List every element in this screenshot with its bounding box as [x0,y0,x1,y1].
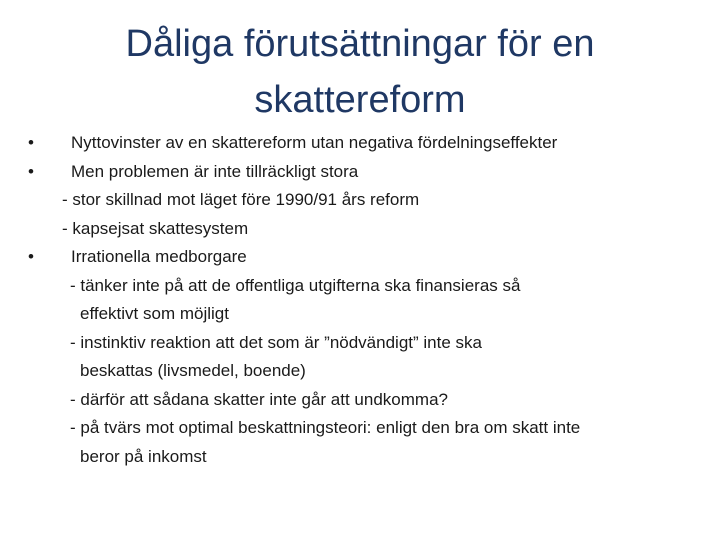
sub-item [28,329,688,358]
sub-item-continuation-text: beskattas (livsmedel, boende) [80,361,306,380]
slide-body [28,129,688,471]
sub-item-text: - på tvärs mot optimal beskattningsteori: enligt den bra om skatt inte [70,418,581,437]
bullet-text: Nyttovinster av en skattereform utan negativa fördelningseffekter [71,133,558,152]
sub-item-continuation [28,443,688,472]
sub-item-text: - därför att sådana skatter inte går att undkomma? [70,389,448,409]
sub-item-continuation [28,357,688,386]
sub-item-continuation [28,300,688,329]
sub-item [28,186,688,215]
bullet-item [28,243,688,272]
sub-item [28,215,688,244]
sub-item-text: - kapsejsat skattesystem [62,218,249,238]
sub-item-continuation-text: effektivt som möjligt [80,304,229,323]
sub-item [28,414,688,443]
slide-title-line-2: skattereform [254,79,466,121]
slide-title-line-1: Dåliga förutsättningar för en [125,23,595,65]
sub-item-continuation-text: beror på inkomst [80,446,207,466]
sub-item-text: - tänker inte på att de offentliga utgifterna ska finansieras så [70,275,521,295]
sub-item [28,386,688,415]
bullet-text: Men problemen är inte tillräckligt stora [71,161,359,181]
bullet-item [28,158,688,187]
sub-item [28,272,688,301]
bullet-marker: • [28,247,34,266]
sub-item-text: - instinktiv reaktion att det som är ”nödvändigt” inte ska [70,332,482,352]
bullet-item [28,129,688,158]
bullet-marker: • [28,133,34,152]
sub-item-text: - stor skillnad mot läget före 1990/91 års reform [62,190,420,209]
bullet-marker: • [28,161,34,181]
bullet-text: Irrationella medborgare [71,247,247,266]
slide-title [60,16,660,128]
